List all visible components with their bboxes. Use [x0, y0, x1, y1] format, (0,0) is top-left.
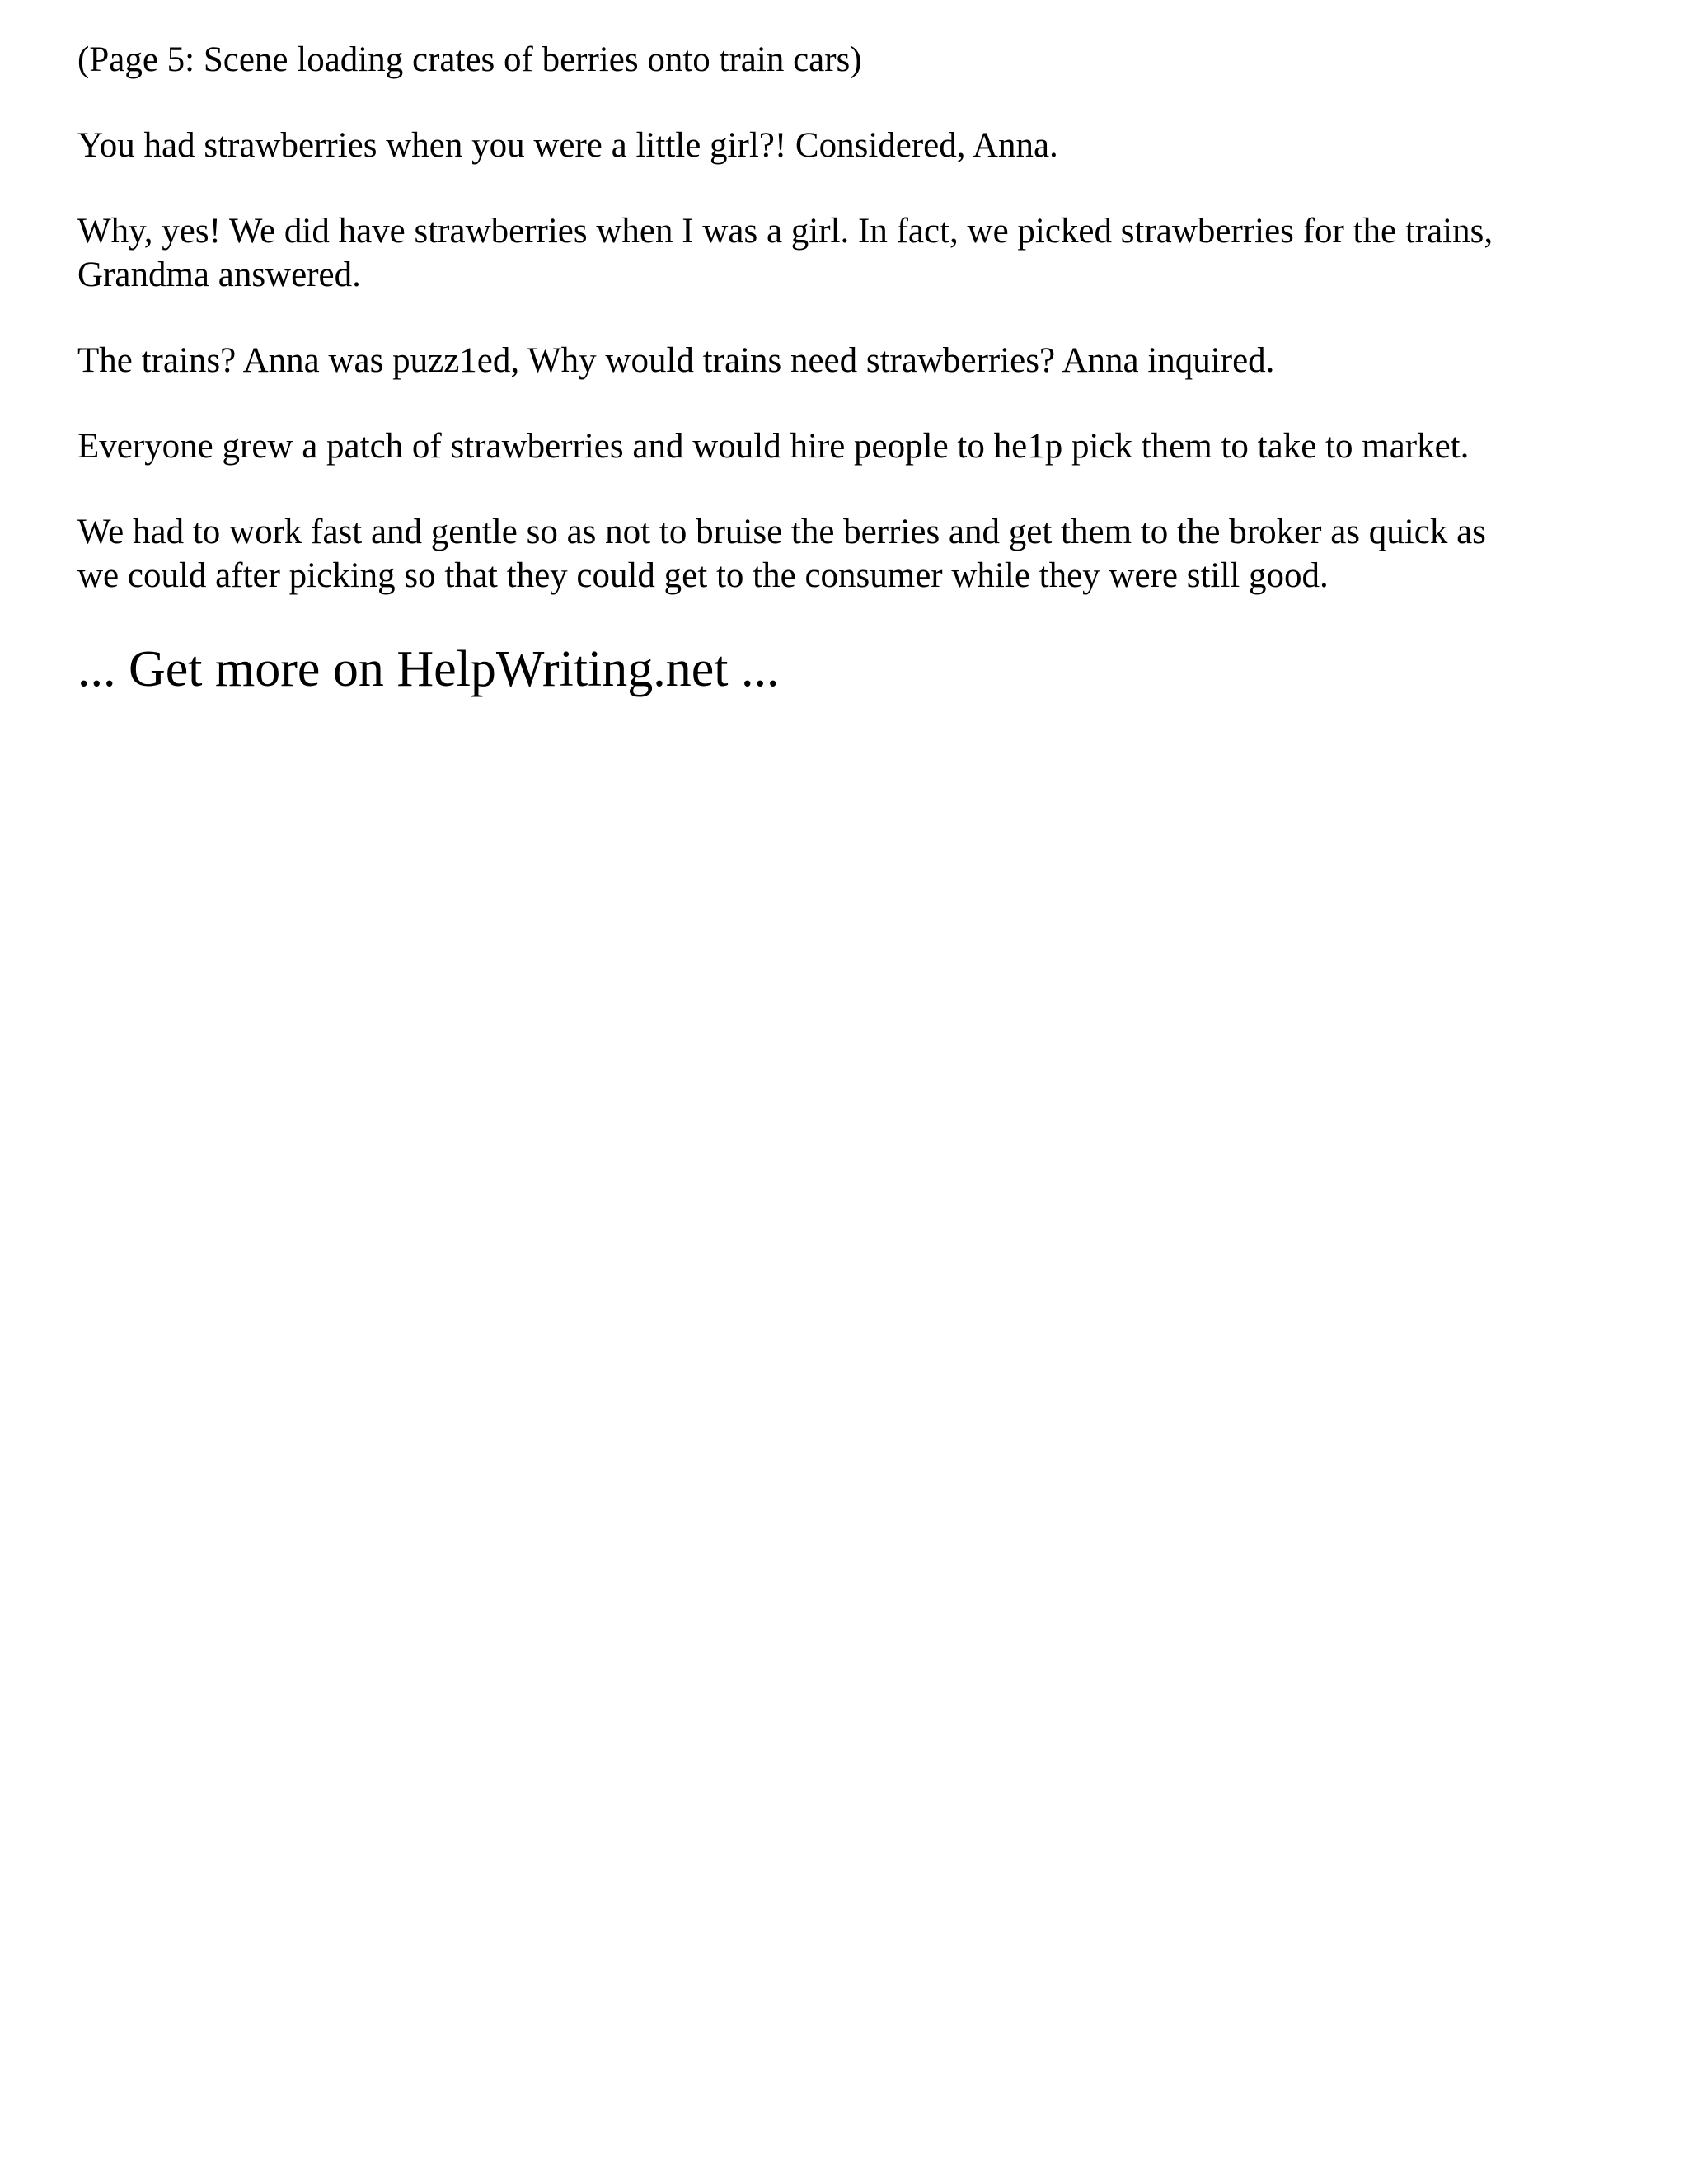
paragraph: Everyone grew a patch of strawberries and would hire people to he1p pick them to take to market.	[77, 427, 1470, 466]
get-more-link[interactable]: ... Get more on HelpWriting.net ...	[77, 641, 780, 697]
document-page	[77, 38, 1611, 699]
paragraph: We had to work fast and gentle so as not to bruise the berries and get them to the broker as quick as we could after picking so that they could get to the consumer while they were still good.	[77, 513, 1486, 595]
paragraph: You had strawberries when you were a little girl?! Considered, Anna.	[77, 126, 1058, 165]
paragraph: The trains? Anna was puzz1ed, Why would trains need strawberries? Anna inquired.	[77, 341, 1275, 380]
paragraph: Why, yes! We did have strawberries when I was a girl. In fact, we picked strawberries for the trains, Grandma answered.	[77, 212, 1493, 294]
page-caption: (Page 5: Scene loading crates of berries onto train cars)	[77, 40, 862, 79]
